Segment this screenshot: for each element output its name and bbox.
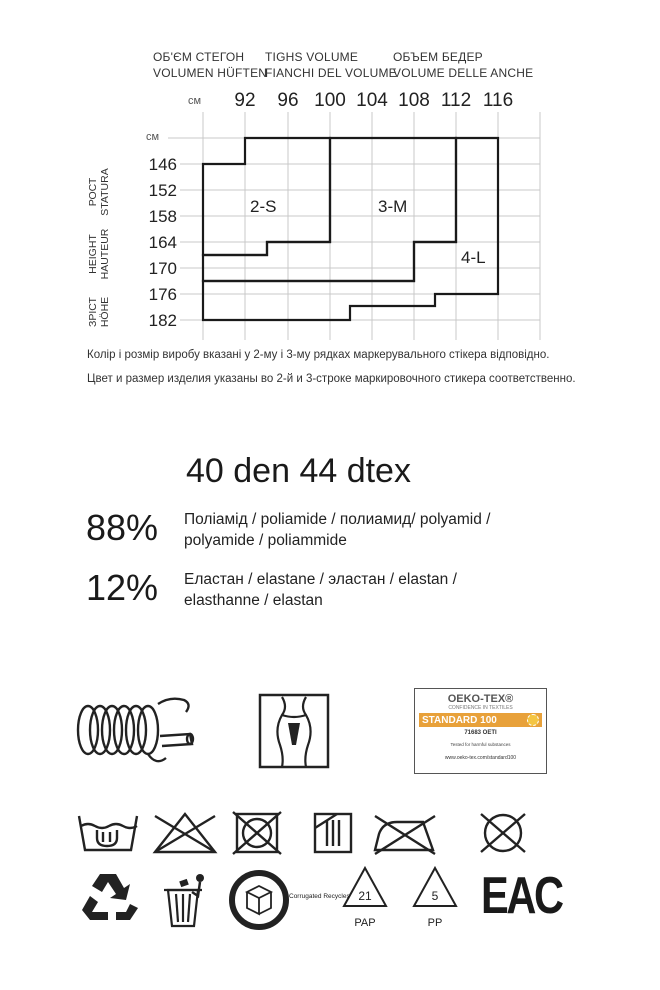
- do-not-tumble-dry-icon: [233, 812, 281, 854]
- header-ua: ОБ'ЄМ СТЕГОН VOLUMEN HÜFTEN: [153, 50, 268, 80]
- sun-icon: [527, 714, 539, 726]
- y-label-ua: [87, 168, 111, 215]
- composition-percent: 88%: [86, 507, 159, 548]
- pap-label: PAP: [354, 917, 376, 929]
- pp-recycle-icon: [410, 864, 460, 934]
- pap-number: 21: [358, 889, 372, 903]
- svg-text:РОСТ: РОСТ: [87, 177, 99, 207]
- recycle-icon: [78, 870, 138, 930]
- size-label-s: 2-S: [250, 197, 277, 216]
- y-tick: 164: [148, 233, 177, 252]
- eac-mark-icon: EAC: [481, 867, 562, 925]
- svg-text:STATURA: STATURA: [99, 168, 111, 216]
- y-label-en: [87, 228, 111, 279]
- oeko-code: 71683 OETI: [464, 730, 497, 736]
- y-tick: 152: [148, 181, 177, 200]
- note-ru: Цвет и размер изделия указаны во 2-й и 3-строке маркировочного стикера соответственно.: [87, 373, 576, 385]
- oeko-tex-label: [414, 688, 547, 774]
- care-symbols: [75, 808, 575, 858]
- pp-label: PP: [427, 917, 443, 929]
- y-label-de: [87, 296, 111, 327]
- oeko-tagline: CONFIDENCE IN TEXTILES: [448, 705, 513, 711]
- x-tick: 108: [398, 90, 430, 111]
- x-tick: 104: [356, 90, 388, 111]
- rope-coil-icon: [70, 690, 200, 770]
- do-not-bleach-icon: [155, 814, 215, 852]
- svg-text:HÖHE: HÖHE: [99, 296, 111, 328]
- x-tick: 112: [440, 90, 472, 111]
- x-unit: см: [188, 95, 202, 107]
- oeko-tested: Tested for harmful substances: [450, 742, 511, 747]
- y-unit: см: [146, 131, 160, 143]
- tights-icon: [258, 693, 330, 769]
- note-ua: Колір і розмір виробу вказані у 2-му і 3-му рядках маркерувального стікера відповідно.: [87, 349, 550, 361]
- x-tick: 92: [234, 90, 256, 111]
- y-tick: 146: [148, 155, 177, 174]
- size-label-l: 4-L: [461, 248, 486, 267]
- drip-dry-icon: [315, 814, 351, 852]
- trash-bin-icon: [158, 870, 210, 930]
- pap-recycle-icon: [340, 864, 390, 934]
- composition-percent: 12%: [86, 567, 159, 608]
- size-chart: [0, 0, 660, 345]
- composition-material: Поліамід / poliamide / полиамид/ polyamid / polyamide / poliammide: [184, 511, 491, 549]
- header-ru: ОБЪЕМ БЕДЕР VOLUME DELLE ANCHE: [393, 50, 534, 80]
- size-region-l: [203, 138, 498, 320]
- composition-material: Еластан / elastane / эластан / elastan / elasthanne / elastan: [184, 571, 457, 609]
- y-tick: 176: [148, 285, 177, 304]
- oeko-standard: STANDARD 100: [422, 714, 497, 726]
- svg-text:ЗРІСТ: ЗРІСТ: [87, 297, 99, 327]
- corrugated-label: Corrugated Recycles: [289, 893, 350, 900]
- svg-text:HAUTEUR: HAUTEUR: [99, 228, 111, 280]
- svg-text:HEIGHT: HEIGHT: [87, 234, 99, 274]
- do-not-dry-clean-icon: [481, 814, 525, 852]
- y-tick: 182: [148, 311, 177, 330]
- oeko-brand: OEKO-TEX®: [447, 693, 514, 705]
- y-tick: 170: [148, 259, 177, 278]
- header-en: TIGHS VOLUME FIANCHI DEL VOLUME: [265, 50, 397, 80]
- do-not-iron-icon: [375, 816, 435, 854]
- size-label-m: 3-M: [378, 197, 408, 216]
- corrugated-recycle-icon: [229, 870, 350, 930]
- density: 40 den 44 dtex: [186, 452, 411, 490]
- oeko-url: www.oeko-tex.com/standard100: [444, 755, 517, 761]
- y-tick: 158: [148, 207, 177, 226]
- pp-number: 5: [431, 889, 439, 903]
- x-tick: 100: [314, 90, 346, 111]
- x-tick: 116: [482, 90, 514, 111]
- x-tick: 96: [277, 90, 299, 111]
- hand-wash-icon: [79, 816, 137, 850]
